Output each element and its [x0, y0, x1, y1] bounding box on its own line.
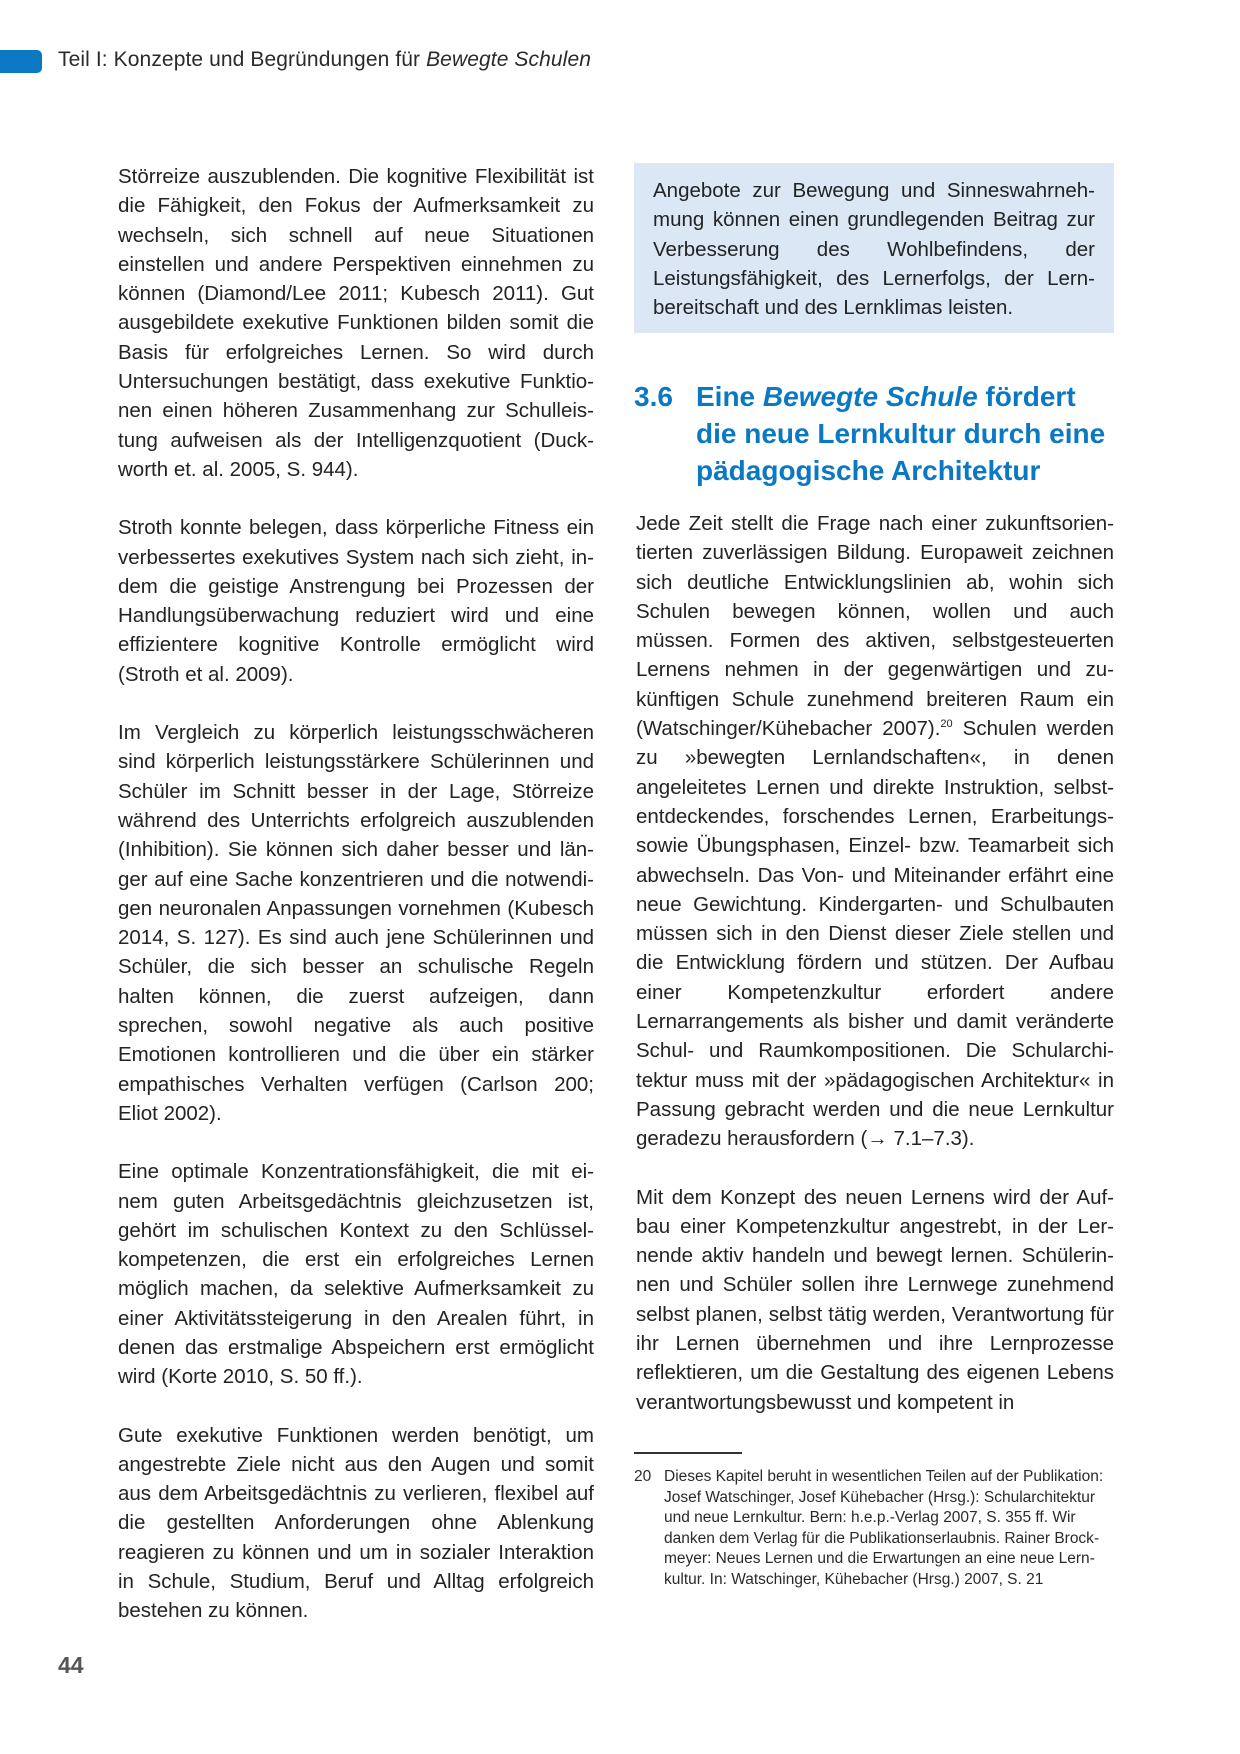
footnote-number: 20: [634, 1468, 652, 1485]
section-number: 3.6: [634, 381, 673, 412]
paragraph-text: Jede Zeit stellt die Frage nach einer zukunftsorientierten zuverlässigen Bildung. Europaweit zeichnen sich deutliche Entwicklungslinien ab, wohin sich Schulen bewegen können, wollen und auch müssen. Formen des aktiven, selbstgesteuerten Lernens nehmen in der gegenwärtigen und zukünftigen Schule zunehmend breiteren Raum ein (Watschinger/Kühebacher 2007).: [636, 512, 1114, 741]
section-heading: [634, 378, 1114, 489]
page-number: 44: [58, 1652, 84, 1678]
highlight-text: Angebote zur Bewegung und Sinneswahrnehmung können einen grundlegenden Beitrag zur Verbesserung des Wohlbefindens, der Leistungsfähigkeit, des Lernerfolgs, der Lernbereitschaft und des Lernklimas leisten.: [653, 179, 1095, 320]
paragraph: Eine optimale Konzentrationsfähigkeit, die mit einem guten Arbeitsgedächtnis gleichzusetzen ist, gehört im schulischen Kontext zu den Schlüsselkompetenzen, die erst ein erfolgreiches Lernen möglich machen, da selektive Aufmerksamkeit zu einer Aktivitätssteigerung in den Arealen führt, in denen das erstmalige Abspeichern erst ermöglicht wird (Korte 2010, S. 50 ff.).: [118, 1160, 594, 1389]
section-title-part: Eine: [696, 381, 763, 412]
footnote-divider: [634, 1452, 742, 1454]
paragraph: Gute exekutive Funktionen werden benötigt, um angestrebte Ziele nicht aus den Augen und somit aus dem Arbeitsgedächtnis zu verlieren, flexibel auf die gestellten Anforderungen ohne Ablenkung reagieren zu können und um in sozialer Interaktion in Schule, Studium, Beruf und Alltag erfolgreich bestehen zu können.: [118, 1423, 594, 1623]
paragraph: Im Vergleich zu körperlich leistungsschwächeren sind körperlich leistungsstärkere Schülerinnen und Schüler im Schnitt besser in der Lage, Störreize während des Unterrichts erfolgreich auszublenden (Inhibition). Sie können sich daher besser und länger auf eine Sache konzentrieren und die notwendigen neuronalen Anpassungen vornehmen (Kubesch 2014, S. 127). Es sind auch jene Schülerinnen und Schüler, die sich besser an schulische Regeln halten können, die zuerst aufzeigen, dann sprechen, sowohl negative als auch positive Emotionen kontrollieren und die über ein stärker empathisches Verhalten verfügen (Carlson 200; Eliot 2002).: [118, 721, 594, 1125]
highlight-box: [634, 163, 1114, 333]
footnote-text: Dieses Kapitel beruht in wesentlichen Teilen auf der Publikation: Josef Watschinger, Josef Kühebacher (Hrsg.): Schularchitektur und neue Lernkultur. Bern: h.e.p.-Verlag 2007, S. 355 ff. Wir danken dem Verlag für die Publikationserlaubnis. Rainer Brockmeyer: Neues Lernen und die Erwartungen an eine neue Lernkultur. In: Watschinger, Kühebacher (Hrsg.) 2007, S. 21: [664, 1468, 1104, 1588]
right-column: [636, 509, 1114, 1417]
chapter-color-tab: [0, 50, 42, 73]
section-title-italic: Bewegte Schule: [762, 381, 978, 412]
paragraph-text: Schulen werden zu »bewegten Lernlandschaften«, in denen angeleitetes Lernen und direkte Instruktion, selbstentdeckendes, forschendes Lernen, Erarbeitungssowie Übungsphasen, Einzel- bzw. Teamarbeit sich abwechseln. Das Von- und Miteinander erfährt eine neue Gewichtung. Kindergarten- und Schulbauten müssen sich in den Dienst dieser Ziele stellen und die Entwicklung fördern und stützen. Der Aufbau einer Kompetenzkultur erfordert andere Lernarrangements als bisher und damit veränderte Schul- und Raumkompositionen. Die Schularchitektur muss mit der »pädagogischen Architektur« in Passung gebracht werden und die neue Lernkultur geradezu herausfordern (→ 7.1–7.3).: [636, 717, 1114, 1151]
paragraph: Störreize auszublenden. Die kognitive Flexibilität ist die Fähigkeit, den Fokus der Aufmerksamkeit zu wechseln, sich schnell auf neue Situationen einstellen und andere Perspektiven einnehmen zu können (Diamond/Lee 2011; Kubesch 2011). Gut ausgebildete exekutive Funktionen bilden somit die Basis für erfolgreiches Lernen. So wird durch Untersuchungen bestätigt, dass exekutive Funktionen einen höheren Zusammenhang zur Schulleistung aufweisen als der Intelligenzquotient (Duckworth et. al. 2005, S. 944).: [118, 165, 594, 481]
left-column: [118, 162, 594, 1626]
footnote-reference[interactable]: 20: [940, 718, 953, 731]
running-header: [58, 48, 591, 72]
section-title: [696, 378, 1114, 489]
footnote: [634, 1467, 1114, 1590]
section-title-part: fördert die neue Lernkultur durch eine pädagogische Architektur: [696, 381, 1106, 486]
paragraph: [636, 509, 1114, 1154]
paragraph: Stroth konnte belegen, dass körperliche Fitness ein verbessertes exekutives System nach sich zieht, indem die geistige Anstrengung bei Prozessen der Handlungsüberwachung reduziert wird und eine effizientere kognitive Kontrolle ermöglicht wird (Stroth et al. 2009).: [118, 516, 594, 686]
running-header-italic: Bewegte Schulen: [426, 48, 592, 71]
paragraph: Mit dem Konzept des neuen Lernens wird der Aufbau einer Kompetenzkultur angestrebt, in der Lernende aktiv handeln und bewegt lernen. Schülerinnen und Schüler sollen ihre Lernwege zunehmend selbst planen, selbst tätig werden, Verantwortung für ihr Lernen übernehmen und ihre Lernprozesse reflektieren, um die Gestaltung des eigenen Lebens verantwortungsbewusst und kompetent in: [636, 1185, 1114, 1414]
running-header-text: Teil I: Konzepte und Begründungen für: [58, 48, 427, 71]
